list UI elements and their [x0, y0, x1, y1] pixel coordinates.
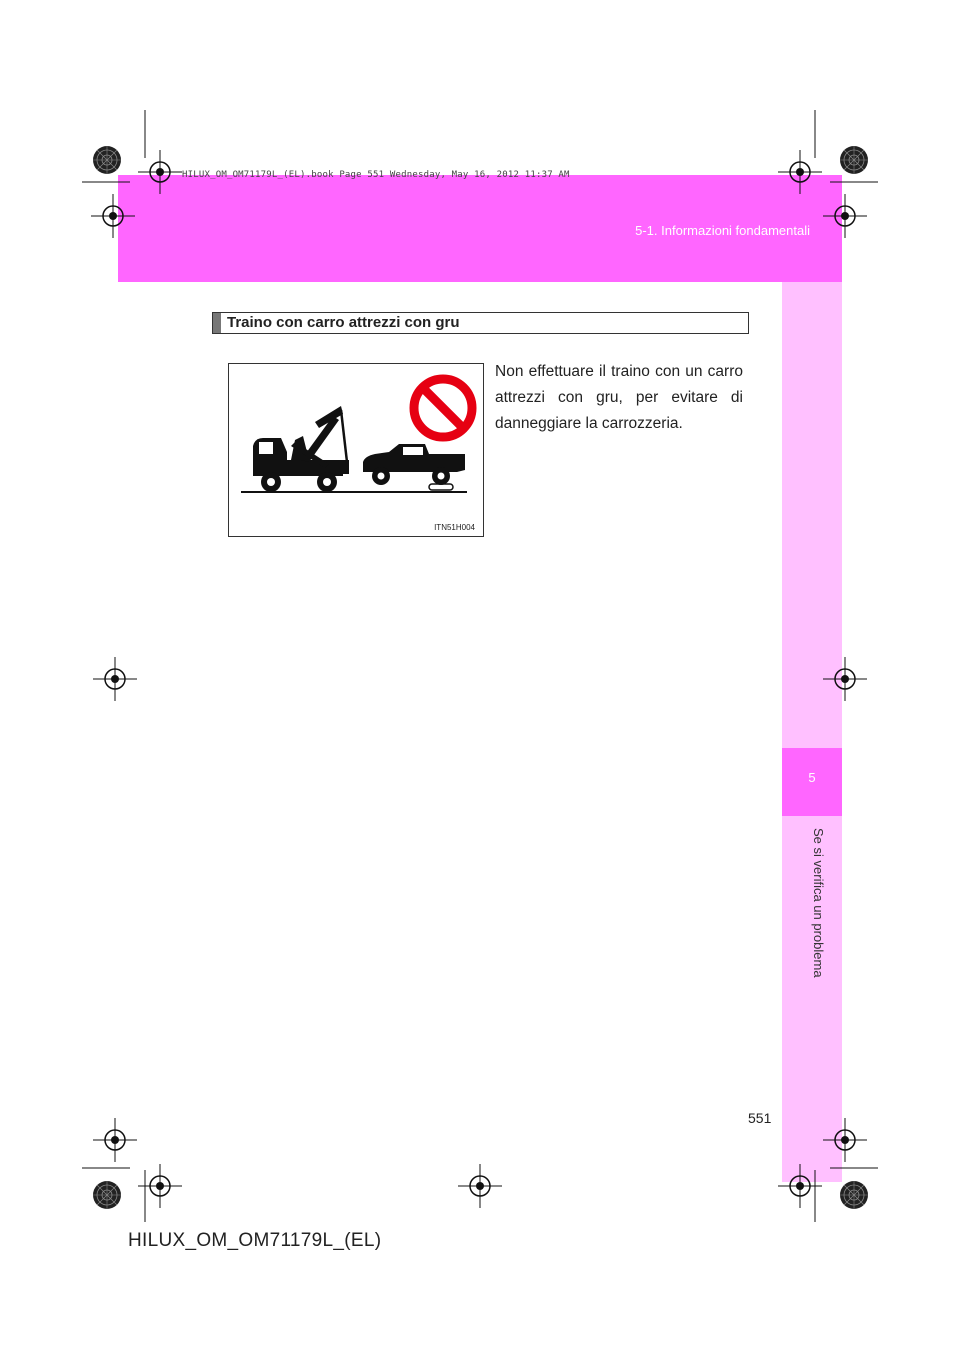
figure-code: ITN51H004 — [434, 523, 475, 532]
registration-mark-icon — [840, 1181, 868, 1209]
registration-mark-icon — [823, 657, 867, 701]
page-number: 551 — [748, 1110, 772, 1126]
document-code: HILUX_OM_OM71179L_(EL) — [128, 1230, 382, 1251]
registration-mark-icon — [93, 1118, 137, 1162]
registration-mark-icon — [93, 146, 121, 174]
registration-mark-icon — [840, 146, 868, 174]
body-paragraph: Non effettuare il traino con un carro attrezzi con gru, per evitare di danneggiare la carrozzeria. — [495, 363, 743, 432]
registration-mark-icon — [93, 1181, 121, 1209]
registration-mark-icon — [458, 1164, 502, 1208]
print-info: HILUX_OM_OM71179L_(EL).book Page 551 Wednesday, May 16, 2012 11:37 AM — [182, 170, 570, 180]
trim-lines — [82, 110, 878, 1222]
registration-mark-icon — [823, 194, 867, 238]
registration-mark-icon — [91, 194, 135, 238]
section-title: 5-1. Informazioni fondamentali — [635, 223, 810, 238]
registration-mark-icon — [93, 657, 137, 701]
chapter-title: Se si verifica un problema — [811, 828, 826, 978]
heading-text: Traino con carro attrezzi con gru — [227, 314, 460, 331]
registration-mark-icon — [823, 1118, 867, 1162]
chapter-number: 5 — [808, 770, 816, 785]
